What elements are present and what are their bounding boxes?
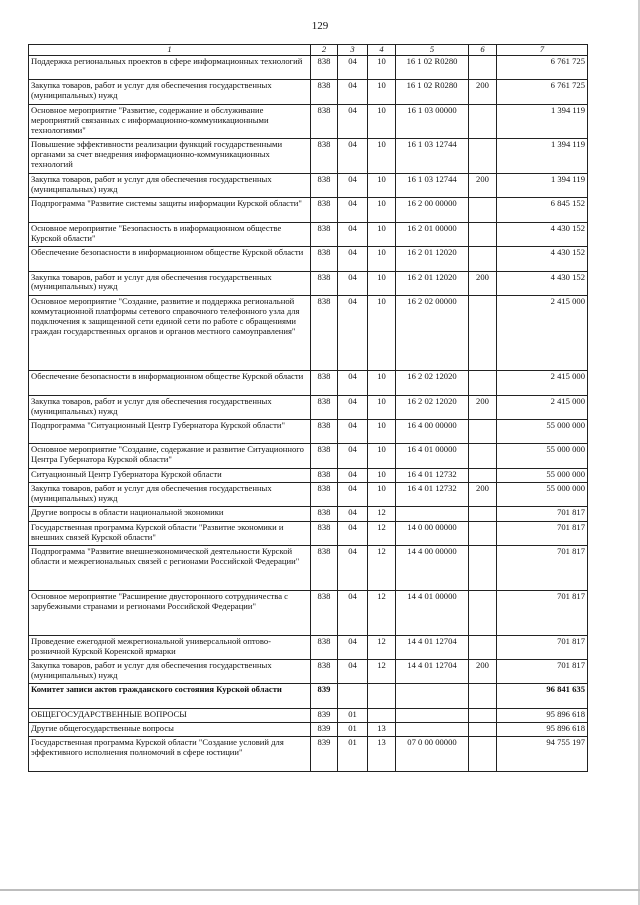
row-amount: 4 430 152 bbox=[497, 222, 588, 246]
row-amount: 701 817 bbox=[497, 546, 588, 591]
row-amount: 1 394 119 bbox=[497, 139, 588, 174]
table-row bbox=[29, 444, 588, 468]
row-name: Другие общегосударственные вопросы bbox=[29, 722, 311, 736]
row-amount: 55 000 000 bbox=[497, 468, 588, 482]
row-name: Повышение эффективности реализации функций государственными органами за счет внедрения информационно-коммуникационных технологий bbox=[29, 139, 311, 174]
row-target-item bbox=[396, 684, 469, 708]
row-expense-type bbox=[469, 521, 497, 545]
row-target-item: 16 2 02 00000 bbox=[396, 295, 469, 370]
row-target-item: 16 4 01 12732 bbox=[396, 483, 469, 507]
row-subsection: 10 bbox=[368, 139, 396, 174]
row-amount: 701 817 bbox=[497, 521, 588, 545]
header-col-section: 3 bbox=[338, 45, 368, 56]
row-target-item: 14 4 00 00000 bbox=[396, 546, 469, 591]
row-amount: 701 817 bbox=[497, 635, 588, 659]
row-expense-type bbox=[469, 708, 497, 722]
row-amount: 701 817 bbox=[497, 590, 588, 635]
row-subsection: 12 bbox=[368, 507, 396, 521]
row-amount: 701 817 bbox=[497, 507, 588, 521]
table-row bbox=[29, 468, 588, 482]
row-target-item: 16 2 02 12020 bbox=[396, 371, 469, 395]
row-section: 04 bbox=[338, 371, 368, 395]
header-col-name: 1 bbox=[29, 45, 311, 56]
row-target-item: 16 2 02 12020 bbox=[396, 395, 469, 419]
row-section: 04 bbox=[338, 104, 368, 139]
row-section: 01 bbox=[338, 708, 368, 722]
row-subsection: 13 bbox=[368, 737, 396, 772]
row-subsection: 13 bbox=[368, 722, 396, 736]
row-target-item: 16 1 03 00000 bbox=[396, 104, 469, 139]
row-amount: 2 415 000 bbox=[497, 395, 588, 419]
row-expense-type bbox=[469, 371, 497, 395]
row-expense-type bbox=[469, 722, 497, 736]
row-subsection: 10 bbox=[368, 468, 396, 482]
row-subsection: 10 bbox=[368, 104, 396, 139]
row-target-item: 16 2 01 00000 bbox=[396, 222, 469, 246]
table-row bbox=[29, 737, 588, 772]
row-name: Основное мероприятие "Создание, содержание и развитие Ситуационного Центра Губернатора Курской области" bbox=[29, 444, 311, 468]
row-grbs: 838 bbox=[311, 173, 338, 197]
row-subsection: 10 bbox=[368, 295, 396, 370]
row-target-item: 16 2 00 00000 bbox=[396, 198, 469, 222]
row-grbs: 838 bbox=[311, 55, 338, 79]
row-section: 01 bbox=[338, 722, 368, 736]
row-amount: 4 430 152 bbox=[497, 271, 588, 295]
row-name: Подпрограмма "Развитие системы защиты информации Курской области" bbox=[29, 198, 311, 222]
row-target-item: 16 2 01 12020 bbox=[396, 247, 469, 271]
row-section: 04 bbox=[338, 521, 368, 545]
row-target-item: 14 0 00 00000 bbox=[396, 521, 469, 545]
row-subsection bbox=[368, 708, 396, 722]
row-section: 04 bbox=[338, 80, 368, 104]
row-grbs: 838 bbox=[311, 371, 338, 395]
row-expense-type bbox=[469, 468, 497, 482]
table-row bbox=[29, 684, 588, 708]
row-name: Комитет записи актов гражданского состояния Курской области bbox=[29, 684, 311, 708]
row-subsection bbox=[368, 684, 396, 708]
row-expense-type bbox=[469, 420, 497, 444]
header-col-target-item: 5 bbox=[396, 45, 469, 56]
table-row bbox=[29, 247, 588, 271]
row-section: 04 bbox=[338, 271, 368, 295]
row-subsection: 12 bbox=[368, 546, 396, 591]
row-section: 04 bbox=[338, 659, 368, 683]
row-grbs: 838 bbox=[311, 395, 338, 419]
row-amount: 95 896 618 bbox=[497, 708, 588, 722]
row-expense-type bbox=[469, 590, 497, 635]
page-number: 129 bbox=[311, 20, 329, 32]
table-row bbox=[29, 483, 588, 507]
row-amount: 55 000 000 bbox=[497, 420, 588, 444]
row-section: 04 bbox=[338, 546, 368, 591]
header-col-expense-type: 6 bbox=[469, 45, 497, 56]
row-target-item: 14 4 01 12704 bbox=[396, 659, 469, 683]
table-row bbox=[29, 722, 588, 736]
row-grbs: 838 bbox=[311, 80, 338, 104]
row-grbs: 838 bbox=[311, 546, 338, 591]
row-grbs: 838 bbox=[311, 222, 338, 246]
row-target-item: 16 1 03 12744 bbox=[396, 139, 469, 174]
row-target-item: 16 4 01 12732 bbox=[396, 468, 469, 482]
row-name: Государственная программа Курской области "Создание условий для эффективного исполнения полномочий в сфере юстиции" bbox=[29, 737, 311, 772]
row-target-item bbox=[396, 708, 469, 722]
row-grbs: 839 bbox=[311, 708, 338, 722]
row-section: 04 bbox=[338, 55, 368, 79]
table-row bbox=[29, 271, 588, 295]
table-row bbox=[29, 521, 588, 545]
row-name: Закупка товаров, работ и услуг для обеспечения государственных (муниципальных) нужд bbox=[29, 483, 311, 507]
row-section: 04 bbox=[338, 173, 368, 197]
row-grbs: 838 bbox=[311, 295, 338, 370]
row-expense-type bbox=[469, 247, 497, 271]
row-grbs: 838 bbox=[311, 635, 338, 659]
row-name: Закупка товаров, работ и услуг для обеспечения государственных (муниципальных) нужд bbox=[29, 659, 311, 683]
row-amount: 55 000 000 bbox=[497, 483, 588, 507]
header-col-subsection: 4 bbox=[368, 45, 396, 56]
row-subsection: 12 bbox=[368, 659, 396, 683]
row-subsection: 10 bbox=[368, 444, 396, 468]
row-grbs: 839 bbox=[311, 684, 338, 708]
row-subsection: 10 bbox=[368, 247, 396, 271]
row-amount: 95 896 618 bbox=[497, 722, 588, 736]
row-name: Государственная программа Курской области "Развитие экономики и внешних связей Курской области" bbox=[29, 521, 311, 545]
row-expense-type: 200 bbox=[469, 271, 497, 295]
table-row bbox=[29, 80, 588, 104]
row-name: Закупка товаров, работ и услуг для обеспечения государственных (муниципальных) нужд bbox=[29, 271, 311, 295]
table-row bbox=[29, 635, 588, 659]
row-amount: 701 817 bbox=[497, 659, 588, 683]
row-amount: 96 841 635 bbox=[497, 684, 588, 708]
row-grbs: 838 bbox=[311, 198, 338, 222]
row-subsection: 12 bbox=[368, 590, 396, 635]
row-expense-type: 200 bbox=[469, 659, 497, 683]
row-amount: 2 415 000 bbox=[497, 371, 588, 395]
row-expense-type: 200 bbox=[469, 173, 497, 197]
row-expense-type bbox=[469, 444, 497, 468]
table-row bbox=[29, 295, 588, 370]
row-expense-type bbox=[469, 684, 497, 708]
row-subsection: 10 bbox=[368, 222, 396, 246]
row-expense-type bbox=[469, 546, 497, 591]
row-name: Закупка товаров, работ и услуг для обеспечения государственных (муниципальных) нужд bbox=[29, 80, 311, 104]
row-amount: 1 394 119 bbox=[497, 104, 588, 139]
row-subsection: 10 bbox=[368, 371, 396, 395]
row-subsection: 10 bbox=[368, 80, 396, 104]
row-name: Подпрограмма "Развитие внешнеэкономической деятельности Курской области и межрегиональных связей с регионами Российской Федерации" bbox=[29, 546, 311, 591]
row-expense-type bbox=[469, 104, 497, 139]
row-section: 04 bbox=[338, 420, 368, 444]
row-grbs: 838 bbox=[311, 507, 338, 521]
row-name: Основное мероприятие "Безопасность в информационном обществе Курской области" bbox=[29, 222, 311, 246]
row-section bbox=[338, 684, 368, 708]
row-section: 04 bbox=[338, 444, 368, 468]
header-col-grbs: 2 bbox=[311, 45, 338, 56]
row-target-item: 14 4 01 12704 bbox=[396, 635, 469, 659]
row-subsection: 10 bbox=[368, 173, 396, 197]
row-expense-type: 200 bbox=[469, 483, 497, 507]
row-section: 04 bbox=[338, 247, 368, 271]
row-section: 04 bbox=[338, 483, 368, 507]
row-expense-type bbox=[469, 198, 497, 222]
budget-table bbox=[28, 44, 588, 772]
row-name: ОБЩЕГОСУДАРСТВЕННЫЕ ВОПРОСЫ bbox=[29, 708, 311, 722]
row-name: Проведение ежегодной межрегиональной универсальной оптово-розничной Курской Коренской ярмарки bbox=[29, 635, 311, 659]
row-name: Закупка товаров, работ и услуг для обеспечения государственных (муниципальных) нужд bbox=[29, 173, 311, 197]
table-row bbox=[29, 198, 588, 222]
table-row bbox=[29, 507, 588, 521]
table-row bbox=[29, 139, 588, 174]
row-expense-type: 200 bbox=[469, 395, 497, 419]
row-section: 04 bbox=[338, 295, 368, 370]
row-expense-type bbox=[469, 139, 497, 174]
row-name: Подпрограмма "Ситуационный Центр Губернатора Курской области" bbox=[29, 420, 311, 444]
row-amount: 4 430 152 bbox=[497, 247, 588, 271]
row-target-item bbox=[396, 507, 469, 521]
table-row bbox=[29, 590, 588, 635]
table-row bbox=[29, 659, 588, 683]
row-grbs: 839 bbox=[311, 722, 338, 736]
row-section: 01 bbox=[338, 737, 368, 772]
row-amount: 55 000 000 bbox=[497, 444, 588, 468]
table-row bbox=[29, 546, 588, 591]
row-name: Основное мероприятие "Создание, развитие и поддержка региональной коммутационной платформы сетевого справочного телефонного узла для подключения к защищенной сети единой сети по работе с обращениями граждан государственных органов и органов местного самоуправления" bbox=[29, 295, 311, 370]
row-section: 04 bbox=[338, 395, 368, 419]
row-amount: 1 394 119 bbox=[497, 173, 588, 197]
row-target-item: 16 1 03 12744 bbox=[396, 173, 469, 197]
row-subsection: 10 bbox=[368, 55, 396, 79]
row-amount: 6 845 152 bbox=[497, 198, 588, 222]
row-grbs: 838 bbox=[311, 590, 338, 635]
row-expense-type bbox=[469, 222, 497, 246]
row-expense-type: 200 bbox=[469, 80, 497, 104]
row-amount: 94 755 197 bbox=[497, 737, 588, 772]
row-name: Обеспечение безопасности в информационном обществе Курской области bbox=[29, 247, 311, 271]
row-subsection: 10 bbox=[368, 420, 396, 444]
header-col-amount: 7 bbox=[497, 45, 588, 56]
scan-edge-bottom bbox=[0, 889, 640, 891]
row-name: Другие вопросы в области национальной экономики bbox=[29, 507, 311, 521]
row-section: 04 bbox=[338, 222, 368, 246]
row-expense-type bbox=[469, 55, 497, 79]
row-grbs: 839 bbox=[311, 737, 338, 772]
table-row bbox=[29, 371, 588, 395]
row-subsection: 10 bbox=[368, 271, 396, 295]
row-name: Основное мероприятие "Расширение двусторонного сотрудничества с зарубежными странами и регионами Российской Федерации" bbox=[29, 590, 311, 635]
row-amount: 6 761 725 bbox=[497, 55, 588, 79]
row-name: Поддержка региональных проектов в сфере информационных технологий bbox=[29, 55, 311, 79]
row-subsection: 12 bbox=[368, 521, 396, 545]
row-grbs: 838 bbox=[311, 420, 338, 444]
row-grbs: 838 bbox=[311, 139, 338, 174]
row-target-item: 16 1 02 R0280 bbox=[396, 55, 469, 79]
row-grbs: 838 bbox=[311, 521, 338, 545]
table-row bbox=[29, 420, 588, 444]
table-row bbox=[29, 104, 588, 139]
row-grbs: 838 bbox=[311, 271, 338, 295]
row-name: Ситуационный Центр Губернатора Курской области bbox=[29, 468, 311, 482]
row-section: 04 bbox=[338, 635, 368, 659]
row-expense-type bbox=[469, 635, 497, 659]
row-grbs: 838 bbox=[311, 483, 338, 507]
row-amount: 6 761 725 bbox=[497, 80, 588, 104]
row-expense-type bbox=[469, 295, 497, 370]
row-grbs: 838 bbox=[311, 104, 338, 139]
table-row bbox=[29, 222, 588, 246]
row-target-item: 16 1 02 R0280 bbox=[396, 80, 469, 104]
row-section: 04 bbox=[338, 139, 368, 174]
row-section: 04 bbox=[338, 507, 368, 521]
row-subsection: 10 bbox=[368, 483, 396, 507]
row-subsection: 10 bbox=[368, 395, 396, 419]
row-target-item: 07 0 00 00000 bbox=[396, 737, 469, 772]
row-expense-type bbox=[469, 507, 497, 521]
row-target-item: 16 4 00 00000 bbox=[396, 420, 469, 444]
table-row bbox=[29, 55, 588, 79]
row-grbs: 838 bbox=[311, 247, 338, 271]
row-target-item: 16 2 01 12020 bbox=[396, 271, 469, 295]
row-target-item: 16 4 01 00000 bbox=[396, 444, 469, 468]
row-grbs: 838 bbox=[311, 444, 338, 468]
row-section: 04 bbox=[338, 198, 368, 222]
table-row bbox=[29, 708, 588, 722]
row-section: 04 bbox=[338, 468, 368, 482]
row-grbs: 838 bbox=[311, 659, 338, 683]
row-subsection: 10 bbox=[368, 198, 396, 222]
row-name: Основное мероприятие "Развитие, содержание и обслуживание мероприятий связанных с информационно-коммуникационными технологиями" bbox=[29, 104, 311, 139]
row-name: Обеспечение безопасности в информационном обществе Курской области bbox=[29, 371, 311, 395]
row-grbs: 838 bbox=[311, 468, 338, 482]
header-row bbox=[29, 45, 588, 56]
row-amount: 2 415 000 bbox=[497, 295, 588, 370]
row-name: Закупка товаров, работ и услуг для обеспечения государственных (муниципальных) нужд bbox=[29, 395, 311, 419]
row-target-item: 14 4 01 00000 bbox=[396, 590, 469, 635]
row-section: 04 bbox=[338, 590, 368, 635]
table-row bbox=[29, 395, 588, 419]
row-expense-type bbox=[469, 737, 497, 772]
row-target-item bbox=[396, 722, 469, 736]
row-subsection: 12 bbox=[368, 635, 396, 659]
table-row bbox=[29, 173, 588, 197]
